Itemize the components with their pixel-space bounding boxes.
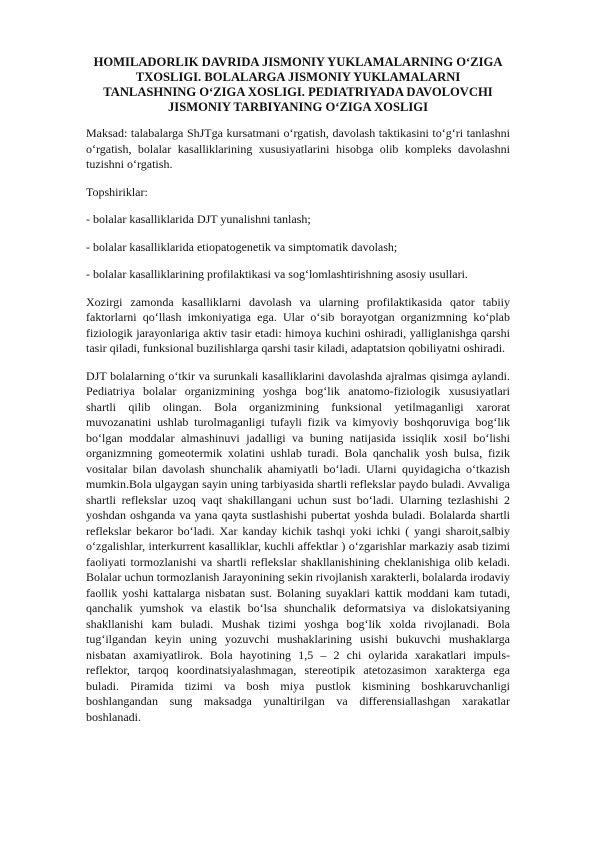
- task-item: - bolalar kasalliklarida DJT yunalishni tanlash;: [86, 212, 311, 226]
- task-item: - bolalar kasalliklarining profilaktikasi va sog‘lomlashtirishning asosiy usullari.: [86, 267, 468, 281]
- body-paragraph: DJT bolalarning o‘tkir va surunkali kasalliklarini davolashda ajralmas qisimga aylandi. Pediatriya bolalar organizmining yoshga bog‘lik anatomo-fiziologik xususiyatlari shartli qilib olingan. Bola organizmining funksional yetilmaganligi xarorat muvozanatini ushlab turolmaganligi tufayli fizik va kimyoviy boshqoruviga bog‘lik bo‘lgan moddalar almashinuvi jadalligi va buning natijasida issiqlik xosil bo‘lishi organizmning gomeotermik xolatini ushlab turadi. Bola qanchalik yosh bulsa, fizik vositalar bilan davolash shunchalik ahamiyatli bo‘ladi. Ularni quyidagicha o‘tkazish mumkin.Bola ulgaygan sayin uning tarbiyasida shartli reflekslar paydo buladi. Avvaliga shartli reflekslar uzoq vaqt shakillangani uchun sust bo‘ladi. Ularning tezlashishi 2 yoshdan oshganda va yana qayta sustlashishi pubertat yoshda buladi. Bolalarda shartli reflekslar bekaror bo‘ladi. Xar kanday kichik tashqi yoki ichki ( yangi sharoit,salbiy o‘zgalishlar, interkurrent kasalliklar, kuchli affektlar ) o‘zgarishlar markaziy asab tizimi faoliyati tormozlanishi va shartli reflekslar shakllanishining cheklanishiga olib keladi. Bolalar uchun tormozlanish Jarayonining sekin rivojlanish xarakterli, bolalarda irodaviy faollik yoshi kattalarga nisbatan sust. Bolaning suyaklari kattik moddani kam tutadi, qanchalik yumshok va elastik bo‘lsa shunchalik deformatsiya va dislokatsiyaning shakllanishi kam buladi. Mushak tizimi yoshga bog‘lik xolda rivojlanadi. Bola tug‘ilgandan keyin uning yozuvchi mushaklarining usishi bukuvchi mushaklarga nisbatan axamiyatlirok. Bola hayotining 1,5 – 2 chi oylarida xarakatlari impuls-reflektor, tarqoq koordinatsiyalashmagan, stereotipik atetozasimon xarakterga ega buladi. Piramida tizimi va bosh miya pustlok kismining boshkaruvchanligi boshlangandan sung maksadga yunaltirilgan va differensiallashgan xarakatlar boshlanadi.: [86, 368, 510, 724]
- title-line: JISMONIY TARBIYANING O‘ZIGA XOSLIGI: [168, 100, 428, 114]
- document-title: [86, 55, 510, 115]
- title-line: HOMILADORLIK DAVRIDA JISMONIY YUKLAMALARNING O‘ZIGA: [93, 55, 503, 69]
- tasks-heading: Topshiriklar:: [86, 184, 148, 199]
- title-line: TANLASHNING O‘ZIGA XOSLIGI. PEDIATRIYADA DAVOLOVCHI: [103, 85, 493, 99]
- body-paragraph: Xozirgi zamonda kasalliklarni davolash va ularning profilaktikasida qator tabiiy faktorlarni qo‘llash imkoniyatiga ega. Ular o‘sib borayotgan organizmning ko‘plab fiziologik jarayonlariga aktiv tasir etadi: himoya kuchini oshiradi, yalliglanishga qarshi tasir qiladi, funksional buzilishlarga qarshi tasir kiladi, adaptatsion qobiliyatni oshiradi.: [86, 294, 510, 355]
- task-item: - bolalar kasalliklarida etiopatogenetik va simptomatik davolash;: [86, 239, 398, 254]
- document-page: [86, 55, 510, 725]
- goal-paragraph: Maksad: talabalarga ShJTga kursatmani o‘rgatish, davolash taktikasini to‘g‘ri tanlashni o‘rgatish, bolalar kasalliklarining xususiyatlarini hisobga olib kompleks davolashni tuzishni o‘rgatish.: [86, 126, 510, 171]
- title-line: TXOSLIGI. BOLALARGA JISMONIY YUKLAMALARNI: [135, 70, 461, 84]
